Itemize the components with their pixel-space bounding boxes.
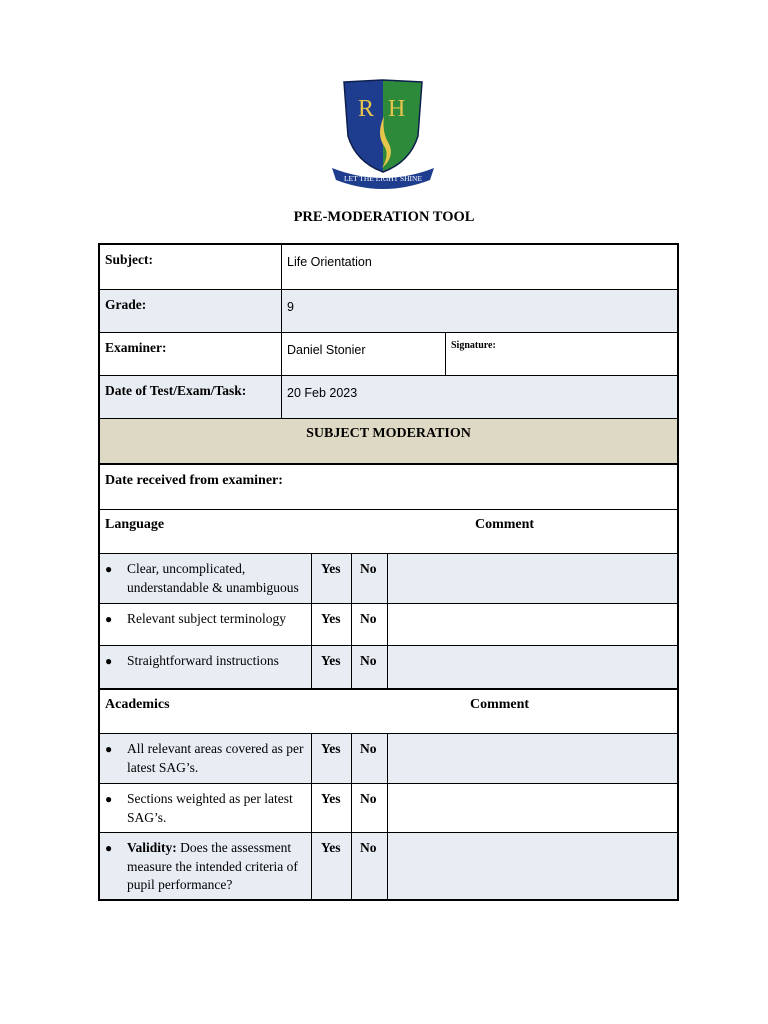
yes-option[interactable]: Yes <box>311 784 351 832</box>
criterion-text <box>127 839 307 895</box>
yes-option[interactable]: Yes <box>311 604 351 645</box>
examiner-value[interactable]: Daniel Stonier <box>281 333 445 375</box>
criterion-text: Sections weighted as per latest SAG’s. <box>127 791 293 825</box>
bullet-icon: ● <box>105 742 113 756</box>
academics-heading-row <box>100 688 677 733</box>
no-option[interactable]: No <box>351 784 387 832</box>
academics-section-title: Academics <box>105 697 170 712</box>
date-value[interactable]: 20 Feb 2023 <box>281 376 677 418</box>
criterion-rest: Does the assessment measure the intended criteria of pupil performance? <box>127 840 302 892</box>
date-label: Date of Test/Exam/Task: <box>105 383 247 398</box>
date-received-label[interactable]: Date received from examiner: <box>105 473 283 488</box>
criterion-text: All relevant areas covered as per latest SAG’s. <box>127 741 304 775</box>
comment-field[interactable] <box>387 734 677 783</box>
academics-item-3 <box>100 832 677 899</box>
examiner-label: Examiner: <box>105 340 167 355</box>
crest-motto: LET THE LIGHT SHINE <box>343 174 423 183</box>
bullet-icon: ● <box>105 792 113 806</box>
no-option[interactable]: No <box>351 734 387 783</box>
examiner-row <box>100 332 677 375</box>
academics-comment-label: Comment <box>470 697 530 712</box>
crest-letter-r: R <box>358 96 375 122</box>
subject-moderation-row <box>100 418 677 463</box>
criterion-text: Clear, uncomplicated, understandable & unambiguous <box>127 561 299 595</box>
subject-moderation-heading: SUBJECT MODERATION <box>100 419 677 463</box>
no-option[interactable]: No <box>351 646 387 688</box>
no-option[interactable]: No <box>351 833 387 899</box>
date-received-row <box>100 463 677 509</box>
crest-shield-blue <box>344 80 383 172</box>
date-row <box>100 375 677 418</box>
signature-field[interactable]: Signature: <box>445 333 677 375</box>
grade-value[interactable]: 9 <box>281 290 677 332</box>
no-option[interactable]: No <box>351 604 387 645</box>
language-comment-label: Comment <box>475 517 535 532</box>
yes-option[interactable]: Yes <box>311 554 351 603</box>
comment-field[interactable] <box>387 833 677 899</box>
grade-row <box>100 289 677 332</box>
comment-field[interactable] <box>387 604 677 645</box>
academics-item-1 <box>100 733 677 783</box>
no-option[interactable]: No <box>351 554 387 603</box>
bullet-icon: ● <box>105 562 113 576</box>
language-heading-row <box>100 509 677 553</box>
comment-field[interactable] <box>387 784 677 832</box>
yes-option[interactable]: Yes <box>311 646 351 688</box>
subject-value[interactable]: Life Orientation <box>281 245 677 289</box>
language-item-2 <box>100 603 677 645</box>
grade-label: Grade: <box>105 297 147 312</box>
subject-row <box>100 245 677 289</box>
crest-letter-h: H <box>388 96 406 122</box>
bullet-icon: ● <box>105 654 113 668</box>
comment-field[interactable] <box>387 554 677 603</box>
criterion-bold-prefix: Validity: <box>127 840 177 855</box>
subject-label: Subject: <box>105 252 153 267</box>
document-title: PRE-MODERATION TOOL <box>293 209 475 225</box>
yes-option[interactable]: Yes <box>311 734 351 783</box>
language-section-title: Language <box>105 517 165 532</box>
comment-field[interactable] <box>387 646 677 688</box>
bullet-icon: ● <box>105 841 113 855</box>
language-item-1 <box>100 553 677 603</box>
school-crest-logo <box>326 76 440 190</box>
moderation-form <box>98 243 679 901</box>
bullet-icon: ● <box>105 612 113 626</box>
yes-option[interactable]: Yes <box>311 833 351 899</box>
criterion-text: Relevant subject terminology <box>127 611 286 626</box>
language-item-3 <box>100 645 677 688</box>
criterion-text: Straightforward instructions <box>127 653 279 668</box>
academics-item-2 <box>100 783 677 832</box>
